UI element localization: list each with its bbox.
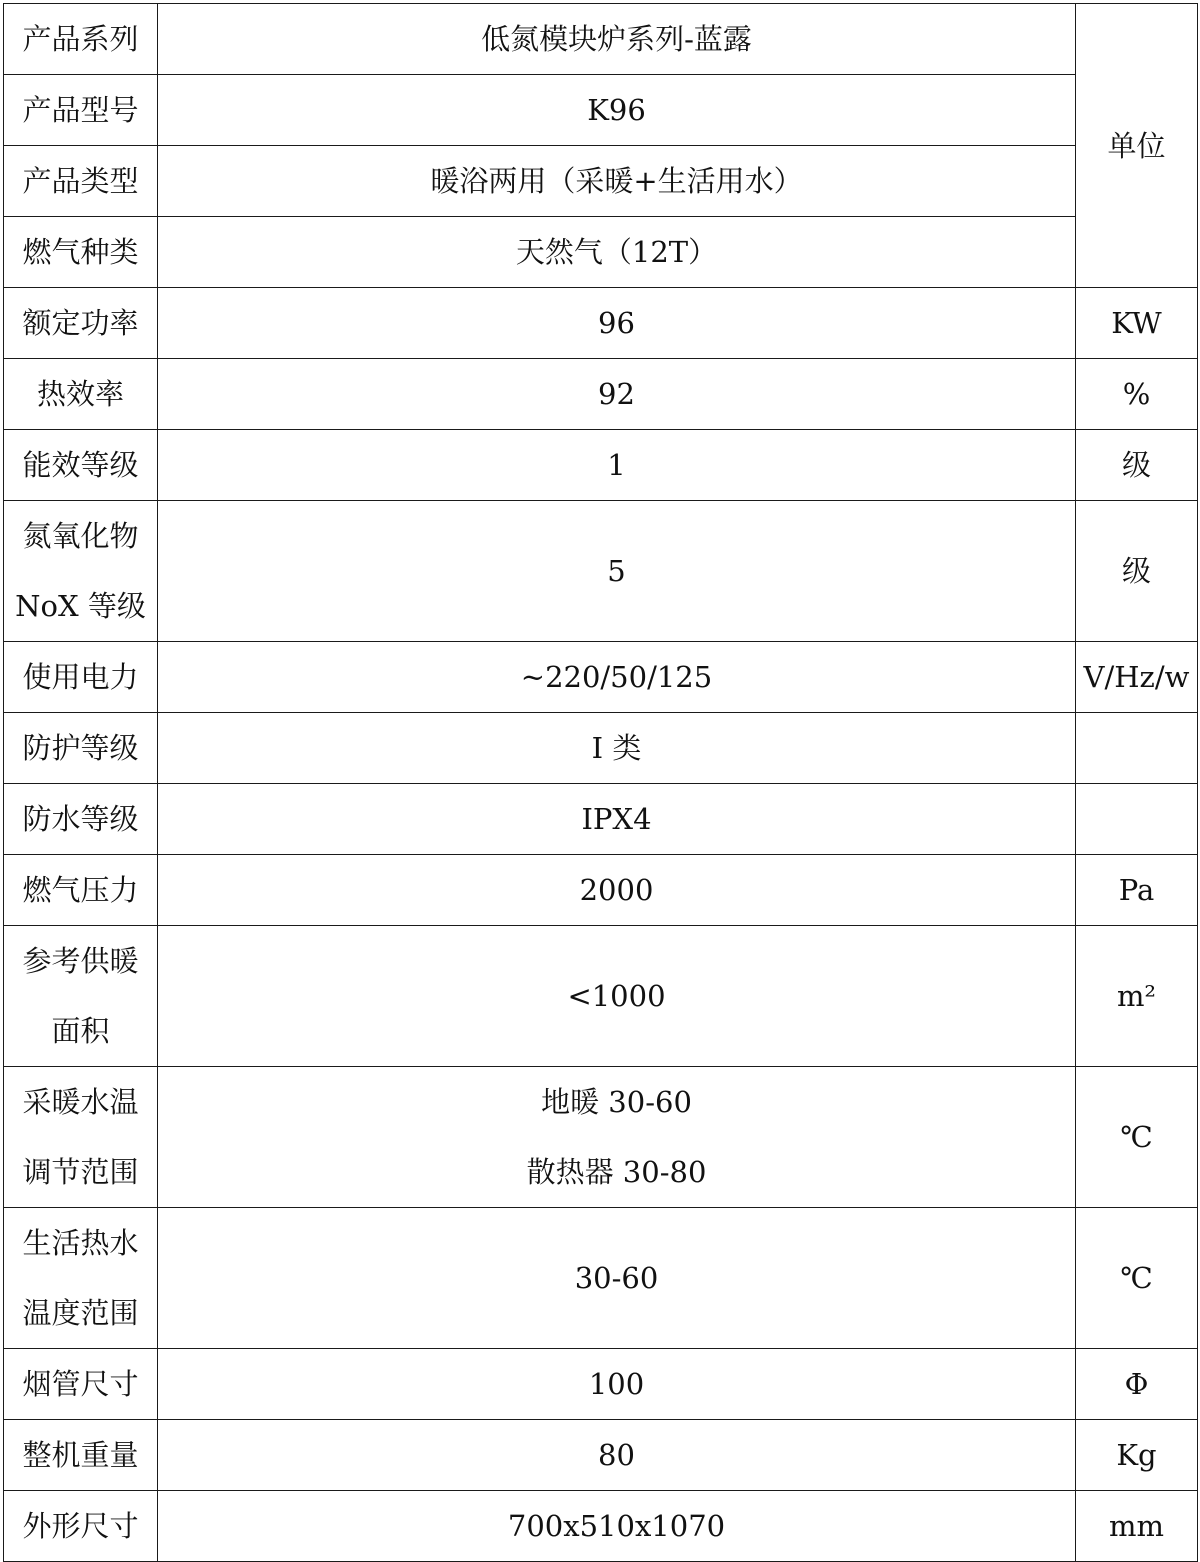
row-label: 能效等级 xyxy=(4,430,158,501)
row-value: 1 xyxy=(158,430,1076,501)
table-row xyxy=(4,784,1198,855)
row-value: 92 xyxy=(158,359,1076,430)
spec-table xyxy=(3,3,1198,1562)
row-unit: ℃ xyxy=(1076,1067,1198,1208)
row-value: ~220/50/125 xyxy=(158,642,1076,713)
row-value: 地暖 30-60 散热器 30-80 xyxy=(158,1067,1076,1208)
table-row xyxy=(4,926,1198,1067)
row-unit: ℃ xyxy=(1076,1208,1198,1349)
row-label: 燃气种类 xyxy=(4,217,158,288)
row-label: 产品类型 xyxy=(4,146,158,217)
row-value: 700x510x1070 xyxy=(158,1491,1076,1562)
row-label: 防护等级 xyxy=(4,713,158,784)
row-value: 低氮模块炉系列-蓝露 xyxy=(158,4,1076,75)
row-unit: Kg xyxy=(1076,1420,1198,1491)
row-label: 燃气压力 xyxy=(4,855,158,926)
row-value: 暖浴两用（采暖+生活用水） xyxy=(158,146,1076,217)
row-label: 外形尺寸 xyxy=(4,1491,158,1562)
row-value: K96 xyxy=(158,75,1076,146)
table-row xyxy=(4,855,1198,926)
row-label: 使用电力 xyxy=(4,642,158,713)
row-value: I 类 xyxy=(158,713,1076,784)
row-unit: m² xyxy=(1076,926,1198,1067)
row-unit: 级 xyxy=(1076,501,1198,642)
table-row xyxy=(4,359,1198,430)
row-label: 氮氧化物 NoX 等级 xyxy=(4,501,158,642)
row-label: 额定功率 xyxy=(4,288,158,359)
table-row xyxy=(4,4,1198,75)
row-value: 96 xyxy=(158,288,1076,359)
row-label: 采暖水温 调节范围 xyxy=(4,1067,158,1208)
table-row xyxy=(4,1491,1198,1562)
row-unit: mm xyxy=(1076,1491,1198,1562)
row-value: 80 xyxy=(158,1420,1076,1491)
row-unit: Pa xyxy=(1076,855,1198,926)
row-label: 参考供暖 面积 xyxy=(4,926,158,1067)
table-row xyxy=(4,1349,1198,1420)
table-row xyxy=(4,75,1198,146)
table-row xyxy=(4,501,1198,642)
row-label: 烟管尺寸 xyxy=(4,1349,158,1420)
table-row xyxy=(4,1067,1198,1208)
row-unit xyxy=(1076,713,1198,784)
table-row xyxy=(4,642,1198,713)
table-row xyxy=(4,713,1198,784)
table-row xyxy=(4,430,1198,501)
row-value: 天然气（12T） xyxy=(158,217,1076,288)
row-value: IPX4 xyxy=(158,784,1076,855)
row-unit: Φ xyxy=(1076,1349,1198,1420)
row-value: 2000 xyxy=(158,855,1076,926)
row-label: 生活热水 温度范围 xyxy=(4,1208,158,1349)
row-unit: % xyxy=(1076,359,1198,430)
row-value: 5 xyxy=(158,501,1076,642)
table-row xyxy=(4,146,1198,217)
table-row xyxy=(4,1420,1198,1491)
row-unit: V/Hz/w xyxy=(1076,642,1198,713)
row-unit: 级 xyxy=(1076,430,1198,501)
row-unit: KW xyxy=(1076,288,1198,359)
unit-header: 单位 xyxy=(1076,4,1198,288)
table-row xyxy=(4,1208,1198,1349)
table-row xyxy=(4,217,1198,288)
row-value: 30-60 xyxy=(158,1208,1076,1349)
row-unit xyxy=(1076,784,1198,855)
row-label: 整机重量 xyxy=(4,1420,158,1491)
row-label: 产品型号 xyxy=(4,75,158,146)
table-row xyxy=(4,288,1198,359)
row-label: 产品系列 xyxy=(4,4,158,75)
row-label: 防水等级 xyxy=(4,784,158,855)
row-value: 100 xyxy=(158,1349,1076,1420)
row-value: <1000 xyxy=(158,926,1076,1067)
row-label: 热效率 xyxy=(4,359,158,430)
